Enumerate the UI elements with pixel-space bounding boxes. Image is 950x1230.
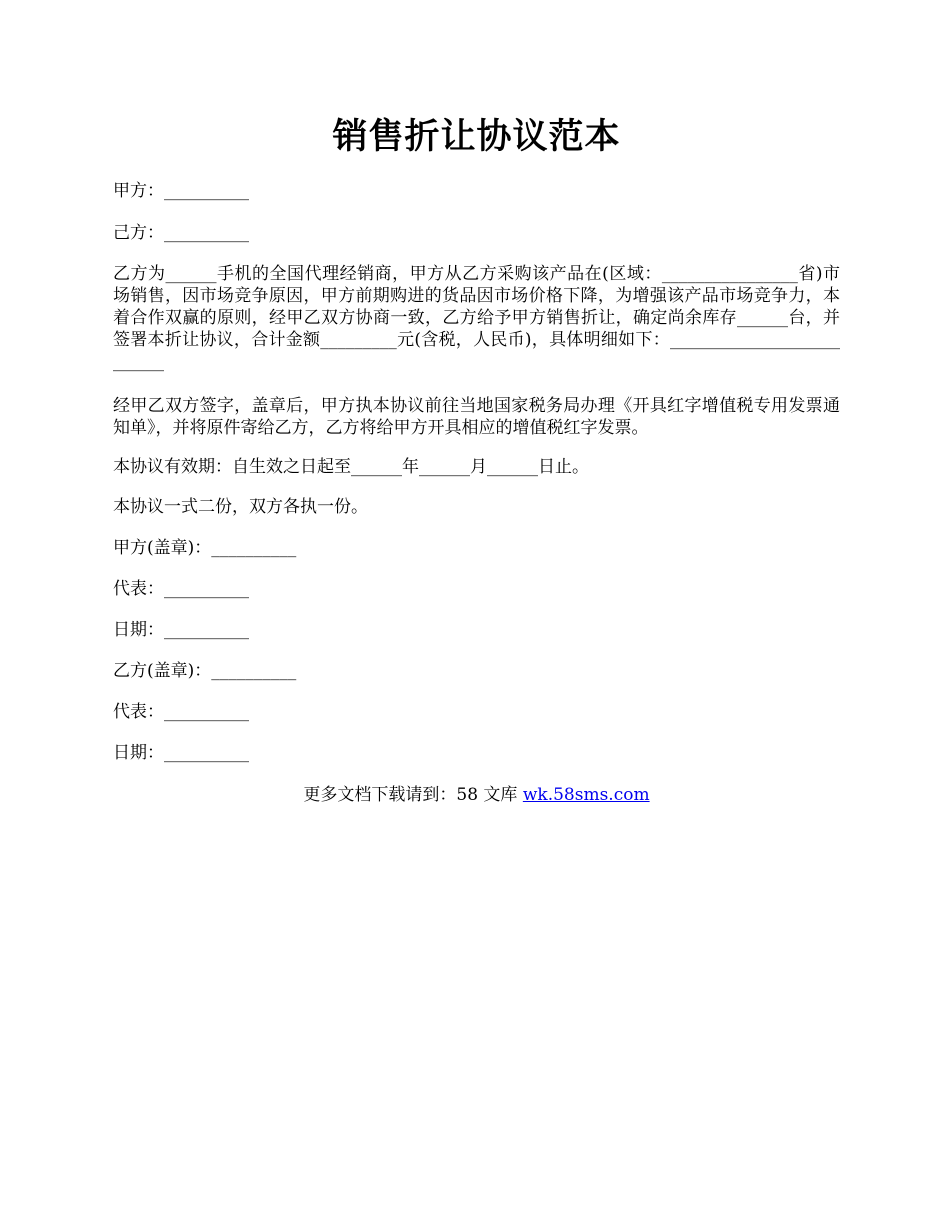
download-footer [113,784,840,806]
party-a-field: 甲方：__________ [113,181,249,201]
party-b-seal-field: 乙方(盖章)：__________ [113,661,297,681]
party-ji-field: 己方：__________ [113,223,249,243]
footer-prefix: 更多文档下载请到：58 文库 [303,785,523,805]
validity-clause: 本协议有效期：自生效之日起至______年______月______日止。 [113,457,589,477]
party-a-date-field: 日期：__________ [113,620,249,640]
agreement-paragraph-2: 经甲乙双方签字，盖章后，甲方执本协议前往当地国家税务局办理《开具红字增值税专用发票通知单》，并将原件寄给乙方，乙方将给甲方开具相应的增值税红字发票。 [113,396,840,438]
party-a-representative-field: 代表：__________ [113,579,249,599]
agreement-paragraph-1: 乙方为______手机的全国代理经销商，甲方从乙方采购该产品在(区域：________________省)市场销售，因市场竞争原因，甲方前期购进的货品因市场价格下降，为增强该产品市场竞争力，本着合作双赢的原则，经甲乙双方协商一致，乙方给予甲方销售折让，确定尚余库存______台，并签署本折让协议，合计金额_________元(含税，人民币)，具体明细如下：__________________________ [113,264,840,372]
party-b-date-field: 日期：__________ [113,743,249,763]
copies-clause: 本协议一式二份，双方各执一份。 [113,497,368,517]
footer-link[interactable]: wk.58sms.com [522,785,650,805]
party-b-representative-field: 代表：__________ [113,702,249,722]
document-title: 销售折让协议范本 [332,116,621,157]
party-a-seal-field: 甲方(盖章)：__________ [113,538,297,558]
